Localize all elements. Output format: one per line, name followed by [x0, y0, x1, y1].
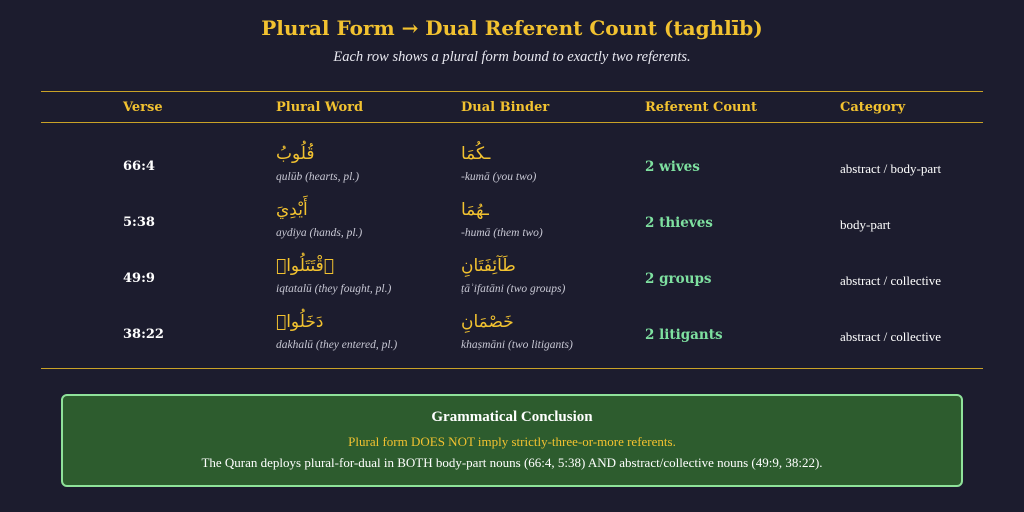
verse-cell: 38:22	[123, 327, 164, 342]
dual-translit: ṭāʾifatāni (two groups)	[461, 283, 566, 295]
table-row	[0, 146, 1024, 202]
verse-cell: 49:9	[123, 271, 155, 286]
header-category: Category	[840, 100, 906, 115]
plural-translit: dakhalū (they entered, pl.)	[276, 339, 398, 351]
referent-count-cell: 2 wives	[645, 159, 700, 175]
conclusion-statement: Plural form DOES NOT imply strictly-three-or-more referents.	[348, 434, 676, 449]
dual-translit: khaṣmāni (two litigants)	[461, 339, 573, 351]
page-subtitle: Each row shows a plural form bound to exactly two referents.	[333, 49, 691, 65]
table-top-rule	[41, 91, 983, 92]
dual-translit: -humā (them two)	[461, 227, 543, 239]
verse-cell: 5:38	[123, 215, 155, 230]
dual-arabic: ـكُمَا	[461, 144, 491, 164]
referent-count-cell: 2 groups	[645, 271, 712, 287]
referent-count-cell: 2 litigants	[645, 327, 723, 343]
page-title: Plural Form → Dual Referent Count (taghlīb)	[261, 16, 763, 40]
category-cell: abstract / collective	[840, 273, 942, 288]
conclusion-box	[61, 394, 963, 487]
verse-cell: 66:4	[123, 159, 155, 174]
plural-arabic: أَيْدِيَ	[276, 200, 308, 220]
header-dual-binder: Dual Binder	[461, 100, 550, 115]
plural-arabic: دَخَلُوا۟	[276, 312, 324, 332]
header-verse: Verse	[123, 100, 163, 115]
referent-count-cell: 2 thieves	[645, 215, 713, 231]
conclusion-title: Grammatical Conclusion	[431, 409, 593, 425]
plural-translit: iqtatalū (they fought, pl.)	[276, 283, 392, 295]
header-referent-count: Referent Count	[645, 100, 757, 115]
category-cell: body-part	[840, 217, 891, 232]
category-cell: abstract / collective	[840, 329, 942, 344]
table-bottom-rule	[41, 368, 983, 369]
dual-translit: -kumā (you two)	[461, 171, 537, 183]
dual-arabic: خَصْمَانِ	[461, 312, 514, 332]
dual-arabic: ـهُمَا	[461, 200, 489, 220]
plural-arabic: ٱقْتَتَلُوا۟	[276, 256, 334, 276]
header-plural-word: Plural Word	[276, 100, 364, 115]
plural-translit: qulūb (hearts, pl.)	[276, 171, 360, 183]
dual-arabic: طَآئِفَتَانِ	[461, 256, 516, 276]
plural-translit: aydiya (hands, pl.)	[276, 227, 363, 239]
plural-arabic: قُلُوبُ	[276, 144, 315, 164]
category-cell: abstract / body-part	[840, 161, 942, 176]
table-row	[0, 258, 1024, 314]
table-row	[0, 314, 1024, 370]
table-row	[0, 202, 1024, 258]
table-header-rule	[41, 122, 983, 123]
conclusion-detail: The Quran deploys plural-for-dual in BOTH body-part nouns (66:4, 5:38) AND abstract/collective nouns (49:9, 38:22).	[201, 455, 823, 470]
